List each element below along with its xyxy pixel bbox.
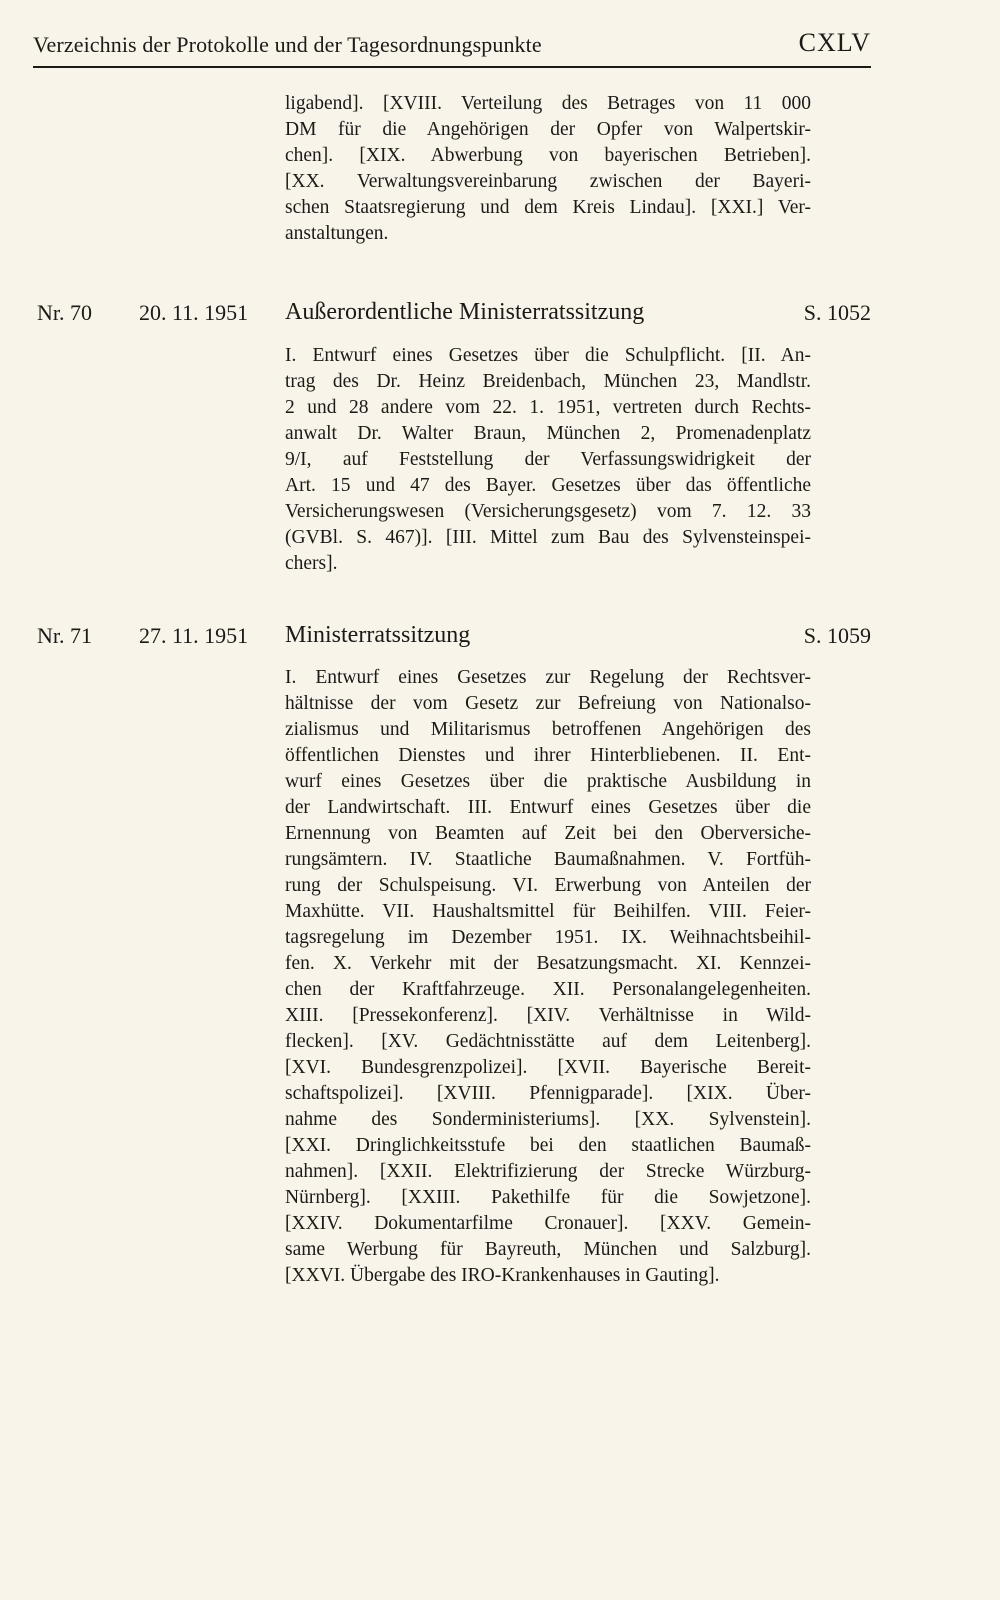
- agenda-line: Versicherungswesen (Versicherungsgesetz) vom 7. 12. 33: [285, 501, 811, 522]
- running-title: Verzeichnis der Protokolle und der Tagesordnungspunkte: [33, 32, 542, 57]
- entry-date: 27. 11. 1951: [139, 623, 249, 648]
- agenda-line: flecken]. [XV. Gedächtnisstätte auf dem Leitenberg].: [285, 1031, 811, 1052]
- agenda-line: nahme des Sonderministeriums]. [XX. Sylvenstein].: [285, 1109, 811, 1130]
- agenda-line: tagsregelung im Dezember 1951. IX. Weihnachtsbeihil-: [285, 927, 811, 948]
- agenda-line: anwalt Dr. Walter Braun, München 2, Promenadenplatz: [285, 423, 811, 444]
- page-number: CXLV: [798, 28, 871, 57]
- agenda-line: 2 und 28 andere vom 22. 1. 1951, vertreten durch Rechts-: [285, 397, 811, 418]
- agenda-line: fen. X. Verkehr mit der Besatzungsmacht. XI. Kennzei-: [285, 953, 811, 974]
- continuation-line: [XX. Verwaltungsvereinbarung zwischen der Bayeri-: [285, 171, 811, 192]
- agenda-line: I. Entwurf eines Gesetzes zur Regelung der Rechtsver-: [285, 667, 811, 688]
- entry-title: Außerordentliche Ministerratssitzung: [285, 299, 645, 325]
- continuation-text: [285, 91, 811, 247]
- continuation-line: anstaltungen.: [285, 223, 389, 244]
- agenda-line: schaftspolizei]. [XVIII. Pfennigparade]. [XIX. Über-: [285, 1083, 811, 1104]
- agenda-line: [XXI. Dringlichkeitsstufe bei den staatlichen Baumaß-: [285, 1135, 811, 1156]
- agenda-line: Nürnberg]. [XXIII. Pakethilfe für die Sowjetzone].: [285, 1187, 811, 1208]
- agenda-line: I. Entwurf eines Gesetzes über die Schulpflicht. [II. An-: [285, 345, 811, 366]
- agenda-text: [285, 343, 811, 577]
- agenda-line: [XVI. Bundesgrenzpolizei]. [XVII. Bayerische Bereit-: [285, 1057, 811, 1078]
- entry-number: Nr. 71: [37, 623, 92, 648]
- protocol-entry: [0, 623, 1000, 657]
- continuation-line: schen Staatsregierung und dem Kreis Lindau]. [XXI.] Ver-: [285, 197, 811, 218]
- agenda-line: (GVBl. S. 467)]. [III. Mittel zum Bau des Sylvensteinspei-: [285, 527, 811, 548]
- agenda-line: hältnisse der vom Gesetz zur Befreiung von Nationalso-: [285, 693, 811, 714]
- agenda-line: Maxhütte. VII. Haushaltsmittel für Beihilfen. VIII. Feier-: [285, 901, 811, 922]
- agenda-line: chers].: [285, 553, 338, 574]
- running-header: [33, 28, 871, 68]
- agenda-line: same Werbung für Bayreuth, München und Salzburg].: [285, 1239, 811, 1260]
- continuation-line: chen]. [XIX. Abwerbung von bayerischen Betrieben].: [285, 145, 811, 166]
- agenda-line: öffentlichen Dienstes und ihrer Hinterbliebenen. II. Ent-: [285, 745, 811, 766]
- agenda-line: [XXIV. Dokumentarfilme Cronauer]. [XXV. Gemein-: [285, 1213, 811, 1234]
- agenda-line: der Landwirtschaft. III. Entwurf eines Gesetzes über die: [285, 797, 811, 818]
- entry-number: Nr. 70: [37, 300, 92, 325]
- entry-page-reference: S. 1052: [803, 300, 871, 325]
- agenda-line: XIII. [Pressekonferenz]. [XIV. Verhältnisse in Wild-: [285, 1005, 811, 1026]
- agenda-line: nahmen]. [XXII. Elektrifizierung der Strecke Würzburg-: [285, 1161, 811, 1182]
- agenda-line: rungsämtern. IV. Staatliche Baumaßnahmen. V. Fortfüh-: [285, 849, 811, 870]
- agenda-line: chen der Kraftfahrzeuge. XII. Personalangelegenheiten.: [285, 979, 811, 1000]
- continuation-line: ligabend]. [XVIII. Verteilung des Betrages von 11 000: [285, 93, 811, 114]
- protocol-entry: [0, 300, 1000, 334]
- agenda-line: trag des Dr. Heinz Breidenbach, München 23, Mandlstr.: [285, 371, 811, 392]
- continuation-line: DM für die Angehörigen der Opfer von Walpertskir-: [285, 119, 811, 140]
- entry-heading: [0, 300, 1000, 334]
- agenda-line: wurf eines Gesetzes über die praktische Ausbildung in: [285, 771, 811, 792]
- agenda-line: zialismus und Militarismus betroffenen Angehörigen des: [285, 719, 811, 740]
- agenda-line: Art. 15 und 47 des Bayer. Gesetzes über das öffentliche: [285, 475, 811, 496]
- agenda-line: Ernennung von Beamten auf Zeit bei den Oberversiche-: [285, 823, 811, 844]
- entry-heading: [0, 623, 1000, 657]
- entry-title: Ministerratssitzung: [285, 622, 471, 648]
- agenda-line: [XXVI. Übergabe des IRO-Krankenhauses in Gauting].: [285, 1265, 720, 1286]
- agenda-text: [285, 665, 811, 1289]
- entry-date: 20. 11. 1951: [139, 300, 249, 325]
- agenda-line: 9/I, auf Feststellung der Verfassungswidrigkeit der: [285, 449, 811, 470]
- agenda-line: rung der Schulspeisung. VI. Erwerbung von Anteilen der: [285, 875, 811, 896]
- entry-page-reference: S. 1059: [803, 623, 871, 648]
